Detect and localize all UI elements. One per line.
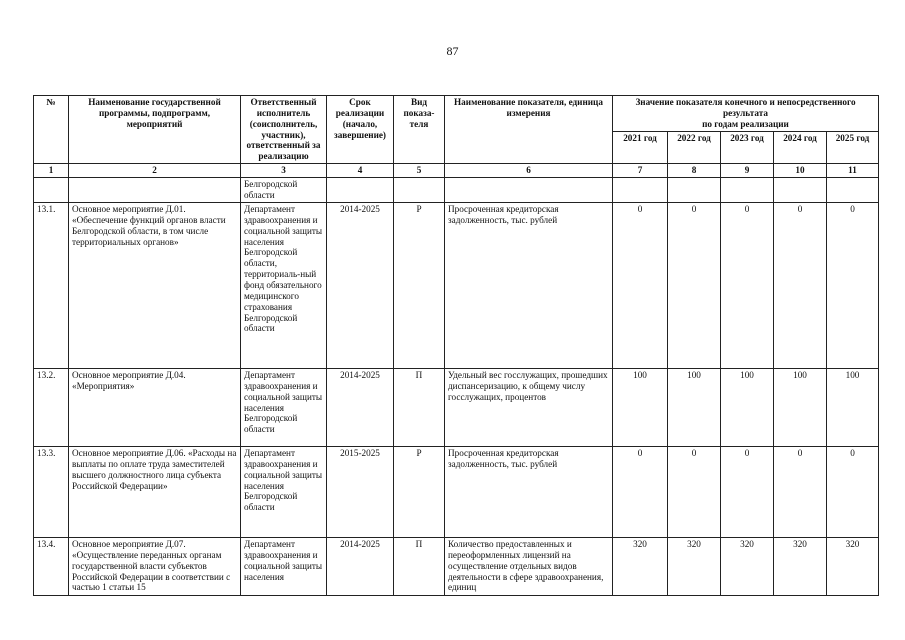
header-number: № xyxy=(34,96,69,164)
row-value: 0 xyxy=(613,203,668,369)
header-year: 2024 год xyxy=(774,132,827,164)
header-program-name: Наименование государственной программы, подпрограмм, мероприятий xyxy=(69,96,241,164)
column-number: 8 xyxy=(668,164,721,178)
row-period: 2014-2025 xyxy=(327,369,394,447)
row-executor: Департамент здравоохранения и социальной защиты населения Белгородской области, территориаль-ный фонд обязательного медицинского страхования Белгородской области xyxy=(241,203,327,369)
row-value: 320 xyxy=(613,538,668,596)
row-period: 2015-2025 xyxy=(327,447,394,538)
row-program-name: Основное мероприятие Д.01. «Обеспечение функций органов власти Белгородской области, в том числе территориальных органов» xyxy=(69,203,241,369)
row-value: 0 xyxy=(827,203,879,369)
row-program-name: Основное мероприятие Д.07. «Осуществление переданных органам государственной власти субъектов Российской Федерации в соответствии с частью 1 статьи 15 xyxy=(69,538,241,596)
row-value: 0 xyxy=(721,447,774,538)
header-indicator-name: Наименование показателя, единица измерения xyxy=(445,96,613,164)
continuation-row xyxy=(34,178,879,203)
header-indicator-type: Вид показа-теля xyxy=(394,96,445,164)
header-year: 2023 год xyxy=(721,132,774,164)
row-value: 0 xyxy=(774,203,827,369)
row-indicator: Количество предоставленных и переоформленных лицензий на осуществление отдельных видов деятельности в сфере здравоохранения, единиц xyxy=(445,538,613,596)
row-value: 320 xyxy=(721,538,774,596)
row-number: 13.1. xyxy=(34,203,69,369)
row-executor: Департамент здравоохранения и социальной защиты населения xyxy=(241,538,327,596)
row-indicator: Удельный вес госслужащих, прошедших диспансеризацию, к общему числу госслужащих, процентов xyxy=(445,369,613,447)
indicators-table xyxy=(33,95,879,596)
row-period: 2014-2025 xyxy=(327,203,394,369)
header-executor: Ответственный исполнитель (соисполнитель, участник), ответственный за реализацию xyxy=(241,96,327,164)
column-number: 6 xyxy=(445,164,613,178)
row-value: 100 xyxy=(774,369,827,447)
table-row xyxy=(34,447,879,538)
row-program-name: Основное мероприятие Д.06. «Расходы на выплаты по оплате труда заместителей высшего должностного лица субъекта Российской Федерации» xyxy=(69,447,241,538)
row-value: 320 xyxy=(827,538,879,596)
column-number: 2 xyxy=(69,164,241,178)
column-number: 1 xyxy=(34,164,69,178)
header-period: Срок реализации (начало, завершение) xyxy=(327,96,394,164)
table-row xyxy=(34,538,879,596)
header-values-title: Значение показателя конечного и непосредственного результата xyxy=(635,97,856,118)
row-number: 13.4. xyxy=(34,538,69,596)
header-year: 2025 год xyxy=(827,132,879,164)
column-numbers-row xyxy=(34,164,879,178)
header-year: 2022 год xyxy=(668,132,721,164)
row-type: Р xyxy=(394,203,445,369)
table-row xyxy=(34,203,879,369)
row-type: П xyxy=(394,369,445,447)
row-value: 320 xyxy=(774,538,827,596)
table-row xyxy=(34,369,879,447)
row-number: 13.2. xyxy=(34,369,69,447)
row-value: 0 xyxy=(827,447,879,538)
column-number: 5 xyxy=(394,164,445,178)
continuation-text: Белгородской области xyxy=(241,178,327,203)
column-number: 11 xyxy=(827,164,879,178)
header-values-group xyxy=(613,96,879,132)
column-number: 3 xyxy=(241,164,327,178)
row-number: 13.3. xyxy=(34,447,69,538)
column-number: 4 xyxy=(327,164,394,178)
column-number: 7 xyxy=(613,164,668,178)
page-number: 87 xyxy=(446,44,459,58)
header-year: 2021 год xyxy=(613,132,668,164)
row-value: 0 xyxy=(613,447,668,538)
row-program-name: Основное мероприятие Д.04. «Мероприятия» xyxy=(69,369,241,447)
row-value: 0 xyxy=(668,447,721,538)
row-executor: Департамент здравоохранения и социальной защиты населения Белгородской области xyxy=(241,369,327,447)
row-indicator: Просроченная кредиторская задолженность, тыс. рублей xyxy=(445,203,613,369)
row-value: 100 xyxy=(613,369,668,447)
row-type: П xyxy=(394,538,445,596)
row-value: 100 xyxy=(721,369,774,447)
header-values-subtitle: по годам реализации xyxy=(702,118,789,129)
row-period: 2014-2025 xyxy=(327,538,394,596)
column-number: 10 xyxy=(774,164,827,178)
row-value: 0 xyxy=(668,203,721,369)
row-value: 100 xyxy=(827,369,879,447)
row-indicator: Просроченная кредиторская задолженность, тыс. рублей xyxy=(445,447,613,538)
row-value: 100 xyxy=(668,369,721,447)
row-value: 0 xyxy=(774,447,827,538)
row-executor: Департамент здравоохранения и социальной защиты населения Белгородской области xyxy=(241,447,327,538)
row-value: 0 xyxy=(721,203,774,369)
column-number: 9 xyxy=(721,164,774,178)
row-type: Р xyxy=(394,447,445,538)
row-value: 320 xyxy=(668,538,721,596)
